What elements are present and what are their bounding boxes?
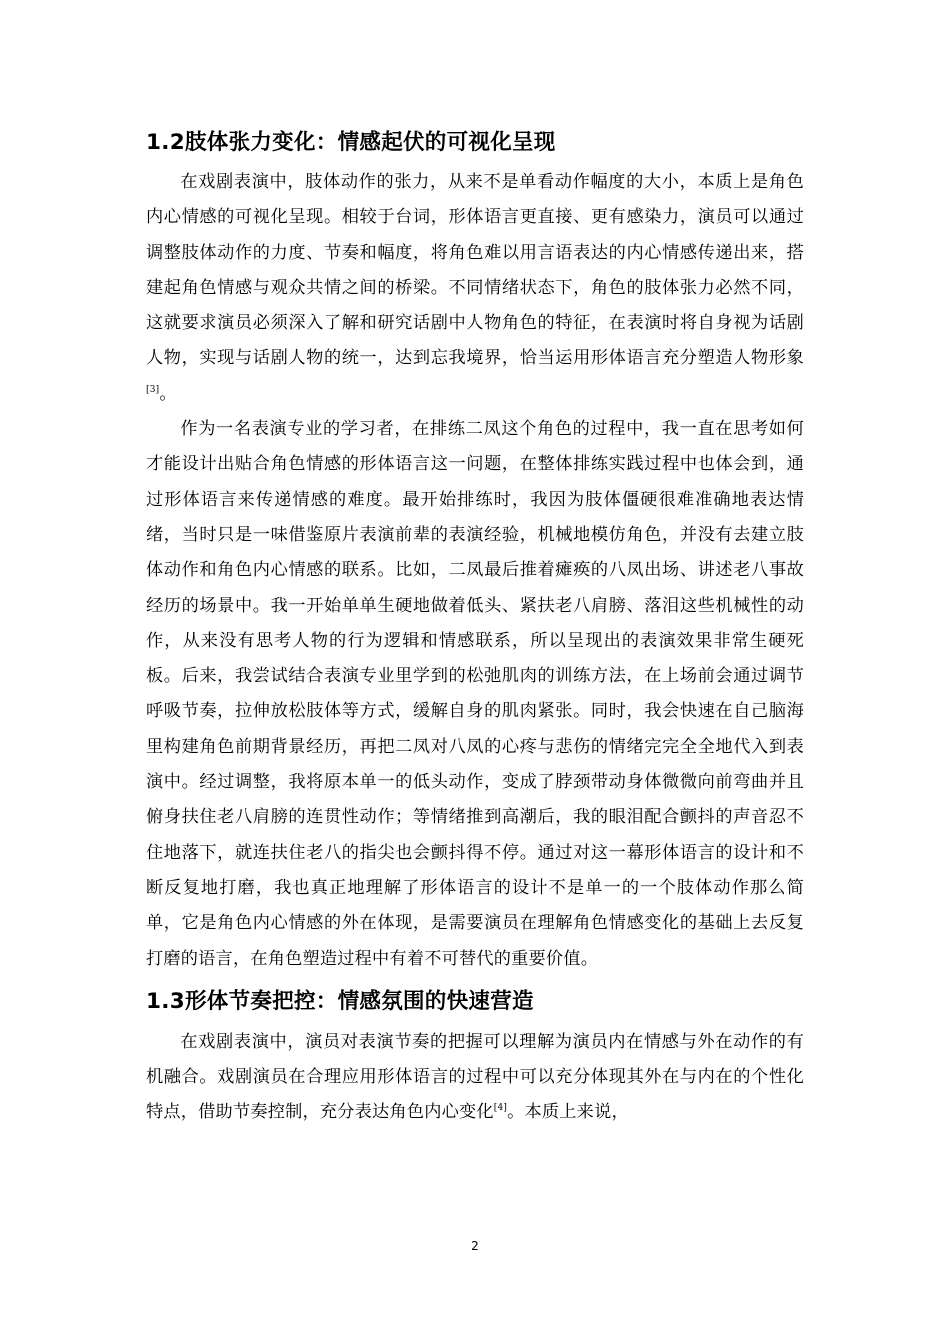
page-content xyxy=(146,126,804,1131)
section-heading-1-3: 1.3形体节奏把控：情感氛围的快速营造 xyxy=(146,988,534,1014)
paragraph-body-rehearsal-experience: 作为一名表演专业的学习者，在排练二凤这个角色的过程中，我一直在思考如何才能设计出贴合角色情感的形体语言这一问题，在整体排练实践过程中也体会到，通过形体语言来传递情感的难度。最开始排练时，我因为肢体僵硬很难准确地表达情绪，当时只是一味借鉴原片表演前辈的表演经验，机械地模仿角色，并没有去建立肢体动作和角色内心情感的联系。比如，二凤最后推着瘫痪的八凤出场、讲述老八事故经历的场景中。我一开始单单生硬地做着低头、紧扶老八肩膀、落泪这些机械性的动作，从来没有思考人物的行为逻辑和情感联系，所以呈现出的表演效果非常生硬死板。后来，我尝试结合表演专业里学到的松弛肌肉的训练方法，在上场前会通过调节呼吸节奏，拉伸放松肢体等方式，缓解自身的肌肉紧张。同时，我会快速在自己脑海里构建角色前期背景经历，再把二凤对八凤的心疼与悲伤的情绪完完全全地代入到表演中。经过调整，我将原本单一的低头动作，变成了脖颈带动身体微微向前弯曲并且俯身扶住老八肩膀的连贯性动作；等情绪推到高潮后，我的眼泪配合颤抖的声音忍不住地落下，就连扶住老八的指尖也会颤抖得不停。通过对这一幕形体语言的设计和不断反复地打磨，我也真正地理解了形体语言的设计不是单一的一个肢体动作那么简单，它是角色内心情感的外在体现，是需要演员在理解角色情感变化的基础上去反复打磨的语言，在角色塑造过程中有着不可替代的重要价值。 xyxy=(146,419,804,969)
paragraph-text: 在戏剧表演中，演员对表演节奏的把握可以理解为演员内在情感与外在动作的有机融合。戏剧演员在合理应用形体语言的过程中可以充分体现其外在与内在的个性化特点，借助节奏控制，充分表达角色内心变化 xyxy=(146,1031,804,1123)
paragraph-tail: 。 xyxy=(159,383,177,404)
paragraph-text: 在戏剧表演中，肢体动作的张力，从来不是单看动作幅度的大小，本质上是角色内心情感的可视化呈现。相较于台词，形体语言更直接、更有感染力，演员可以通过调整肢体动作的力度、节奏和幅度，将角色难以用言语表达的内心情感传递出来，搭建起角色情感与观众共情之间的桥梁。不同情绪状态下，角色的肢体张力必然不同，这就要求演员必须深入了解和研究话剧中人物角色的特征，在表演时将自身视为话剧人物，实现与话剧人物的统一，达到忘我境界，恰当运用形体语言充分塑造人物形象 xyxy=(146,172,804,369)
paragraph-body-limb-tension xyxy=(146,165,804,412)
paragraph-body-rhythm-control xyxy=(146,1025,804,1131)
citation-ref-3[interactable]: [3] xyxy=(146,384,160,395)
section-heading-1-2: 1.2肢体张力变化：情感起伏的可视化呈现 xyxy=(146,130,556,155)
page-number: 2 xyxy=(471,1239,479,1253)
paragraph-tail: 。本质上来说， xyxy=(507,1102,629,1123)
citation-ref-4[interactable]: [4] xyxy=(493,1103,508,1114)
